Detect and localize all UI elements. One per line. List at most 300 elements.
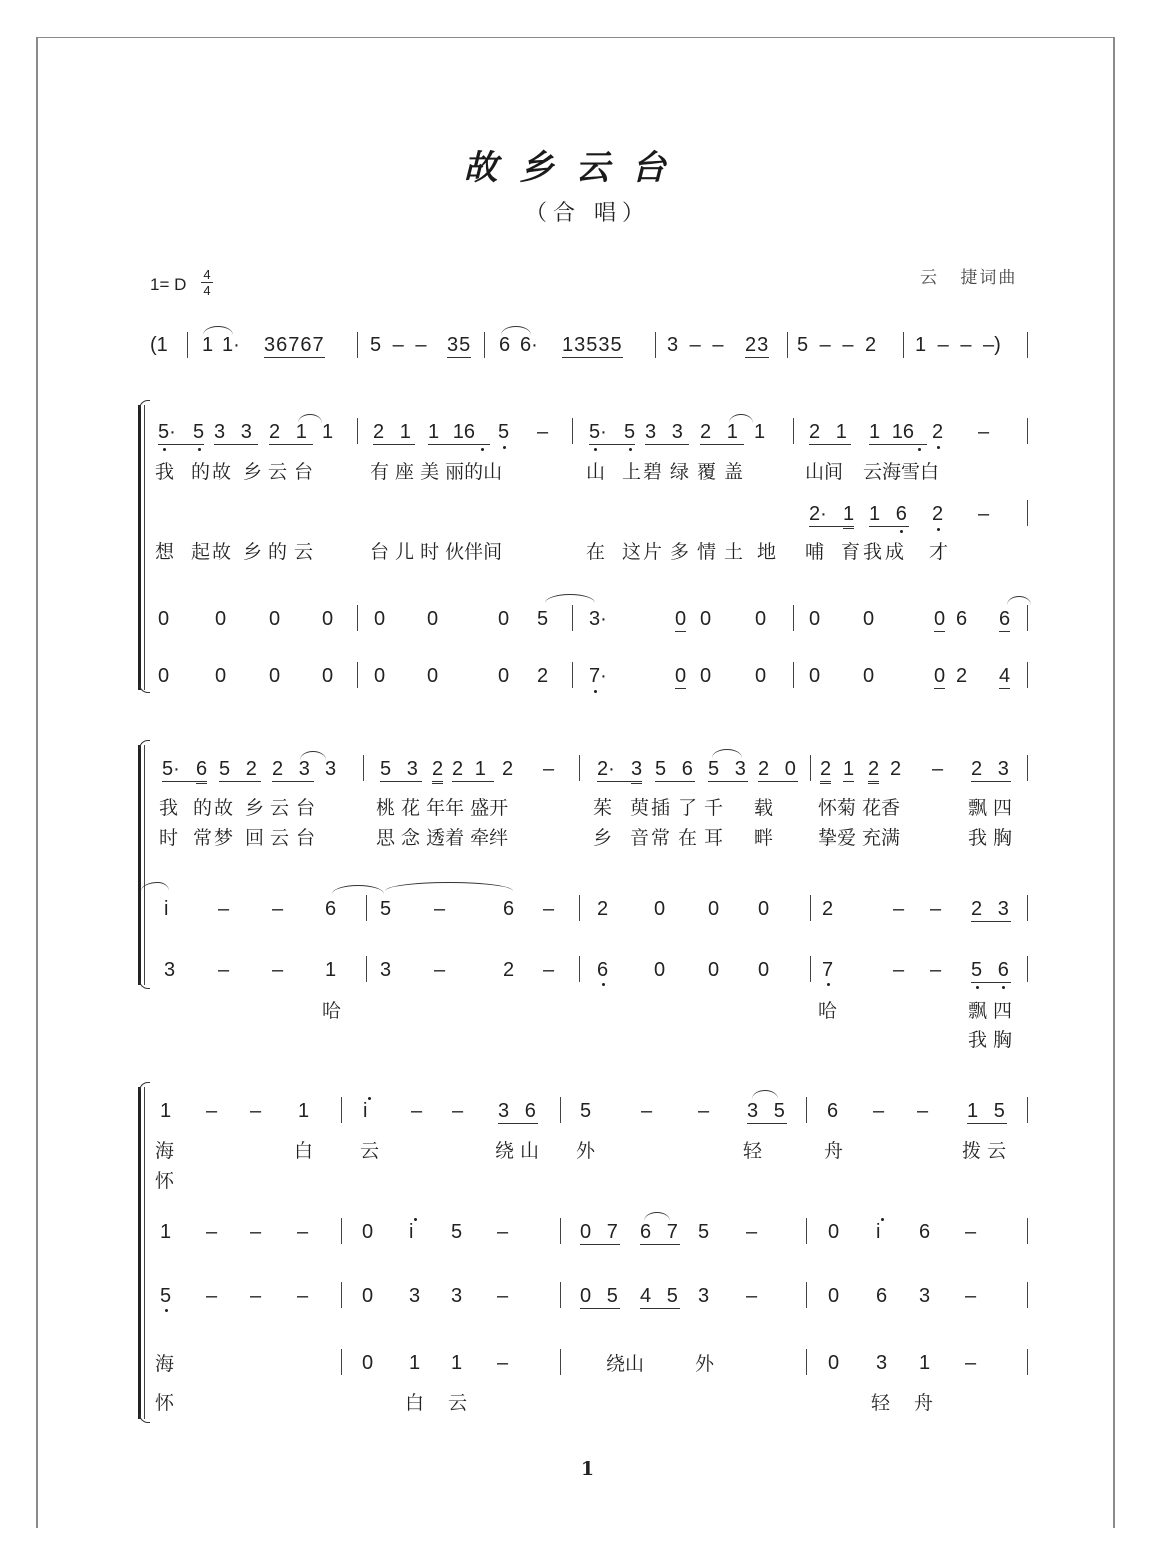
note-pair xyxy=(214,421,258,445)
note: 3 xyxy=(734,758,746,780)
note-pair xyxy=(708,758,748,782)
note: 2· xyxy=(597,758,639,782)
bracket-curl-bottom xyxy=(139,684,150,693)
note: 5· xyxy=(162,758,204,782)
lyric: 云 xyxy=(294,541,316,563)
barline xyxy=(357,418,358,444)
note: 0 xyxy=(498,608,510,630)
dash: – xyxy=(543,898,555,920)
dash: – xyxy=(218,959,230,981)
note: 2 xyxy=(245,758,257,780)
dash: – xyxy=(965,1221,977,1243)
note-pair xyxy=(640,1221,680,1245)
page-border-top xyxy=(37,37,1115,38)
note: 0 xyxy=(654,959,666,981)
barline xyxy=(484,332,485,358)
dash: – xyxy=(497,1352,509,1374)
lyric: 有 座 美 丽的山 xyxy=(370,461,503,483)
dash: – xyxy=(434,898,446,920)
system-bracket xyxy=(138,1087,141,1419)
barline xyxy=(341,1349,342,1375)
note: 2 xyxy=(537,665,549,687)
note: 0 xyxy=(784,758,796,780)
note: 2 xyxy=(809,421,821,443)
barline xyxy=(810,755,811,781)
note: 2 xyxy=(932,503,944,525)
lyric: 飘 四 xyxy=(968,1000,1013,1022)
tie xyxy=(545,594,595,603)
note: 7· xyxy=(589,665,607,687)
tie-continuation xyxy=(141,882,169,891)
lyric: 乡 xyxy=(245,797,267,819)
note: 5 xyxy=(971,959,983,981)
note: 6 xyxy=(640,1221,652,1243)
lyric: 台 xyxy=(296,797,318,819)
note: 2 xyxy=(932,421,944,443)
note: 1 xyxy=(428,421,440,443)
note-pair xyxy=(580,1221,620,1245)
note: 0 xyxy=(708,898,720,920)
note: 2 xyxy=(373,421,385,443)
lyric: 挚爱 充满 xyxy=(818,827,901,849)
lyric: 茱 xyxy=(593,797,615,819)
note-pair xyxy=(272,758,314,782)
note: 3 xyxy=(997,898,1009,920)
low-octave-dot xyxy=(827,983,830,986)
low-octave-dot xyxy=(937,446,940,449)
note: 5 xyxy=(451,1221,463,1243)
barline xyxy=(560,1218,561,1244)
note: 1 xyxy=(835,421,847,443)
note-pair xyxy=(971,758,1011,782)
barline xyxy=(579,895,580,921)
composer-credit: 云 捷词曲 xyxy=(920,268,1018,288)
note: 6 xyxy=(956,608,968,630)
note: 0 xyxy=(158,665,170,687)
dash: – xyxy=(537,421,549,443)
low-octave-dot xyxy=(976,986,979,989)
lyric: 乡 xyxy=(593,827,615,849)
barline xyxy=(1027,500,1028,526)
note: 3 xyxy=(631,758,642,784)
lyric: 绕山 xyxy=(606,1353,645,1375)
lyric: 云 xyxy=(270,797,292,819)
lyric: 耳 xyxy=(704,827,726,849)
barline xyxy=(572,662,573,688)
dash: – xyxy=(297,1285,309,1307)
lyric: 云 xyxy=(360,1140,382,1162)
song-title: 故乡云台 xyxy=(463,148,688,188)
note-pair xyxy=(380,758,422,782)
lyric: 轻 舟 xyxy=(871,1392,936,1414)
note: 0 xyxy=(700,608,712,630)
tie xyxy=(332,885,384,894)
time-denominator: 4 xyxy=(203,283,211,298)
lyric: 了 xyxy=(678,797,700,819)
barline xyxy=(357,662,358,688)
dash: – xyxy=(917,1100,929,1122)
dash: – xyxy=(965,1352,977,1374)
note-group: 36767 xyxy=(264,334,325,356)
dash: – xyxy=(965,1285,977,1307)
note: 6 xyxy=(902,421,914,443)
dash: – xyxy=(250,1285,262,1307)
note: 0 xyxy=(863,665,875,687)
system-bracket-line xyxy=(144,405,145,690)
note: 6 xyxy=(503,898,515,920)
lyric: 我 xyxy=(159,797,181,819)
note: 3 xyxy=(214,421,226,443)
lyric: 哈 xyxy=(322,1000,344,1022)
barline xyxy=(560,1349,561,1375)
low-octave-dot xyxy=(481,448,484,451)
note: 0 xyxy=(362,1221,374,1243)
lyric: 萸插 xyxy=(630,797,673,819)
slur xyxy=(644,1212,670,1221)
dash: – xyxy=(272,959,284,981)
note: 0 xyxy=(809,608,821,630)
dash: – xyxy=(930,898,942,920)
note: 6· xyxy=(520,334,538,356)
lyric: 想 xyxy=(155,541,177,563)
note: 5 xyxy=(773,1100,785,1122)
page-border-left xyxy=(36,37,38,1528)
tie xyxy=(300,751,326,760)
note: 3· xyxy=(589,608,607,630)
note-pair xyxy=(971,898,1011,922)
barline xyxy=(793,418,794,444)
note: 0 xyxy=(269,608,281,630)
note: 0 xyxy=(675,665,687,687)
barline xyxy=(341,1282,342,1308)
lyric: 上碧 xyxy=(622,461,665,483)
note: 0 xyxy=(580,1221,592,1243)
note: 5 xyxy=(655,758,667,780)
page-border-right xyxy=(1113,37,1115,1528)
barline xyxy=(1027,755,1028,781)
note: 0 xyxy=(215,665,227,687)
low-octave-dot xyxy=(937,528,940,531)
system-bracket-line xyxy=(144,1087,145,1419)
bracket-curl-bottom xyxy=(139,1414,150,1423)
barline xyxy=(1027,605,1028,631)
note: 2 xyxy=(956,665,968,687)
note-group: 35 xyxy=(447,334,472,356)
lyric: 思 念 透着 牵绊 xyxy=(376,827,509,849)
dash: – xyxy=(978,421,990,443)
note: 0 xyxy=(158,608,170,630)
tie xyxy=(298,414,322,423)
lyric: 起故 xyxy=(191,541,234,563)
lyric: 载 xyxy=(754,797,776,819)
note: 0 xyxy=(675,608,687,630)
note: i xyxy=(409,1221,414,1243)
dash: – xyxy=(297,1221,309,1243)
note: 0 xyxy=(362,1285,374,1307)
note: 0 xyxy=(215,608,227,630)
note: 5 xyxy=(498,421,510,443)
note: 1 xyxy=(726,421,738,443)
note-pair xyxy=(219,758,261,782)
note: 5 xyxy=(666,1285,678,1307)
note: 2 xyxy=(272,758,284,780)
note: 5 xyxy=(380,758,392,780)
note-pair xyxy=(967,1100,1007,1124)
note: 0 xyxy=(934,665,946,687)
low-octave-dot xyxy=(918,448,921,451)
lyric: 乡 xyxy=(243,541,265,563)
barline xyxy=(806,1349,807,1375)
lyric: 的 xyxy=(268,541,290,563)
note: 1 xyxy=(451,1352,463,1374)
lyric: 回 xyxy=(245,827,267,849)
dash: – xyxy=(411,1100,423,1122)
note: i xyxy=(363,1100,368,1122)
lyric: 拨 云 xyxy=(962,1140,1007,1162)
lyric: 乡 xyxy=(243,461,265,483)
lyric: 哈 xyxy=(818,1000,840,1022)
note: 2 xyxy=(432,758,443,784)
note: 5 xyxy=(580,1100,592,1122)
dash: – xyxy=(250,1100,262,1122)
lyric: 舟 xyxy=(824,1140,846,1162)
note-group: 3 – – xyxy=(667,334,724,356)
barline xyxy=(572,605,573,631)
note: 3 xyxy=(671,421,683,443)
note: 0 xyxy=(828,1221,840,1243)
lyric: 海 xyxy=(155,1353,177,1375)
barline xyxy=(366,956,367,982)
bracket-curl-bottom xyxy=(139,980,150,989)
note: 6 xyxy=(997,959,1009,981)
note: 0 xyxy=(580,1285,592,1307)
dash: – xyxy=(497,1221,509,1243)
note: 0 xyxy=(498,665,510,687)
note: 2· xyxy=(809,503,851,527)
note: 5 xyxy=(380,898,392,920)
dash: – xyxy=(272,898,284,920)
barline xyxy=(1027,1282,1028,1308)
lyric: 白 云 xyxy=(405,1392,470,1414)
note: 1 xyxy=(843,758,855,780)
dash: – xyxy=(497,1285,509,1307)
note-pair xyxy=(809,421,851,445)
dash: – xyxy=(434,959,446,981)
barline xyxy=(806,1218,807,1244)
barline-end xyxy=(1027,332,1028,358)
note: 1 xyxy=(967,1100,979,1122)
note-group xyxy=(869,421,927,445)
dash: – xyxy=(250,1221,262,1243)
note: 0 xyxy=(322,608,334,630)
note: 2 xyxy=(502,758,514,780)
dash: – xyxy=(543,959,555,981)
lyric: 外 xyxy=(576,1140,598,1162)
note: 1 xyxy=(325,959,337,981)
note: 3 xyxy=(698,1285,710,1307)
note: 1 xyxy=(843,503,854,529)
bracket-curl-top xyxy=(139,400,150,409)
note: i xyxy=(876,1221,881,1243)
note: 0 xyxy=(427,665,439,687)
lyric: 的故 xyxy=(191,461,234,483)
note: 0 xyxy=(755,608,767,630)
lyric: 山间 xyxy=(805,461,844,483)
time-numerator: 4 xyxy=(203,267,211,282)
low-octave-dot xyxy=(900,530,903,533)
barline xyxy=(366,895,367,921)
barline xyxy=(341,1097,342,1123)
lyric: 轻 xyxy=(743,1140,765,1162)
note: i xyxy=(164,898,169,920)
high-octave-dot xyxy=(881,1218,884,1221)
note: 2 xyxy=(822,898,834,920)
barline xyxy=(1027,662,1028,688)
note: 3 xyxy=(406,758,418,780)
note: 1 xyxy=(160,1100,172,1122)
note: 3 xyxy=(164,959,176,981)
note: (1 xyxy=(150,334,168,356)
system-bracket xyxy=(138,745,141,985)
note: 1 xyxy=(202,334,214,356)
note: 1 xyxy=(399,421,411,443)
note: 6 xyxy=(919,1221,931,1243)
note: 6 xyxy=(499,334,511,356)
low-octave-dot xyxy=(602,983,605,986)
note: 0 xyxy=(758,959,770,981)
note: 1 xyxy=(869,503,881,525)
barline xyxy=(903,332,904,358)
note: 5 xyxy=(537,608,549,630)
note: 5 xyxy=(160,1285,172,1307)
note: 2 xyxy=(971,898,983,920)
note-group: 5 – – xyxy=(370,334,427,356)
note: 3 xyxy=(997,758,1009,780)
note-pair xyxy=(645,421,689,445)
lyric: 覆 xyxy=(697,461,719,483)
note: 3 xyxy=(747,1100,759,1122)
lyric: 盖 xyxy=(724,461,746,483)
lyric: 怀 xyxy=(155,1392,177,1414)
note: 0 xyxy=(708,959,720,981)
note: 5 xyxy=(193,421,205,443)
lyric: 在 xyxy=(678,827,700,849)
barline xyxy=(341,1218,342,1244)
note: 5 xyxy=(993,1100,1005,1122)
note: 2 xyxy=(269,421,281,443)
note: 1 xyxy=(322,421,334,443)
lyric: 时 xyxy=(159,827,181,849)
barline xyxy=(187,332,188,358)
dash: – xyxy=(746,1221,758,1243)
lyric: 怀菊 花香 xyxy=(818,797,901,819)
lyric: 哺 xyxy=(805,541,827,563)
barline xyxy=(572,418,573,444)
lyric: 常梦 xyxy=(193,827,236,849)
lyric: 山 xyxy=(586,461,608,483)
lyric: 多 xyxy=(670,541,692,563)
note: 0 xyxy=(322,665,334,687)
note: 0 xyxy=(828,1285,840,1307)
low-octave-dot xyxy=(629,448,632,451)
note: 1 xyxy=(754,421,766,443)
note-group: 1 – – –) xyxy=(915,334,1001,356)
slur xyxy=(385,882,513,891)
note: 3 xyxy=(298,758,310,780)
system-bracket-line xyxy=(144,745,145,985)
slur xyxy=(752,1090,778,1099)
low-octave-dot xyxy=(163,448,166,451)
note: 0 xyxy=(863,608,875,630)
note: 1 xyxy=(919,1352,931,1374)
note-pair xyxy=(700,421,744,445)
dash: – xyxy=(698,1100,710,1122)
dash: – xyxy=(543,758,555,780)
note: 7 xyxy=(666,1221,678,1243)
note-pair xyxy=(452,758,494,782)
note: 6 xyxy=(895,503,907,525)
note: 0 xyxy=(269,665,281,687)
barline xyxy=(1027,1218,1028,1244)
note-pair xyxy=(269,421,313,445)
lyric: 我 xyxy=(155,461,177,483)
note-pair xyxy=(971,959,1011,983)
note: 7 xyxy=(822,959,834,981)
lyric: 在 xyxy=(586,541,608,563)
lyric: 土 地 xyxy=(724,541,781,563)
lyric: 外 xyxy=(695,1353,717,1375)
barline xyxy=(357,605,358,631)
note: 7 xyxy=(606,1221,618,1243)
note: 5 xyxy=(624,421,636,443)
dash: – xyxy=(206,1285,218,1307)
note: 4 xyxy=(999,665,1011,687)
note: 2 xyxy=(452,758,464,780)
note: 0 xyxy=(934,608,946,630)
note: 1 xyxy=(474,758,486,780)
note: 3 xyxy=(451,1285,463,1307)
dash: – xyxy=(206,1100,218,1122)
note: 5· xyxy=(158,421,200,445)
lyric: 才 xyxy=(929,541,951,563)
note: 0 xyxy=(755,665,767,687)
dash: – xyxy=(873,1100,885,1122)
barline xyxy=(560,1097,561,1123)
note: 3 xyxy=(919,1285,931,1307)
note: 0 xyxy=(374,608,386,630)
lyric: 云 xyxy=(268,461,290,483)
note: 0 xyxy=(809,665,821,687)
note: 2 xyxy=(700,421,712,443)
note-pair xyxy=(580,1285,620,1309)
note-pair xyxy=(758,758,798,782)
note: 3 xyxy=(240,421,252,443)
barline xyxy=(1027,1349,1028,1375)
barline xyxy=(806,1097,807,1123)
lyric: 云海雪白 xyxy=(863,461,940,483)
dash: – xyxy=(893,959,905,981)
note: 0 xyxy=(427,608,439,630)
note-group: 13535 xyxy=(562,334,623,356)
note-group: 23 xyxy=(745,334,770,356)
note: 5 xyxy=(708,758,720,780)
low-octave-dot xyxy=(594,448,597,451)
note: 6 xyxy=(524,1100,536,1122)
note: 3 xyxy=(645,421,657,443)
low-octave-dot xyxy=(1002,986,1005,989)
note: 1· xyxy=(222,334,240,356)
note: 0 xyxy=(654,898,666,920)
